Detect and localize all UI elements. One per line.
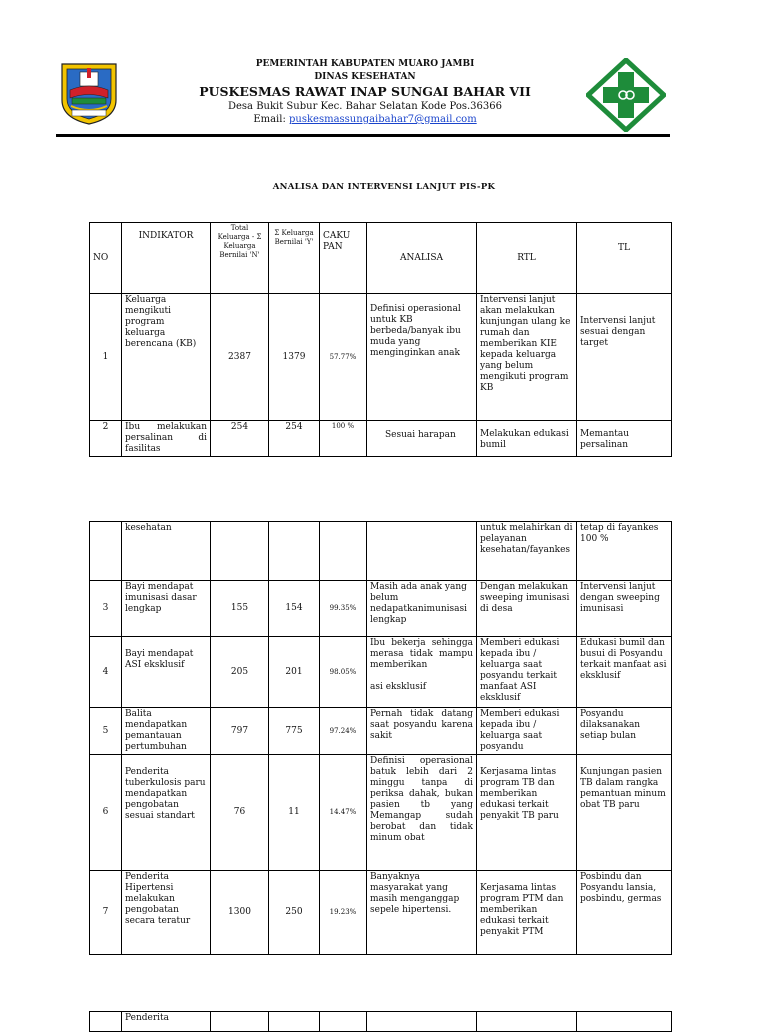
row-tl [577, 1012, 672, 1032]
row-n: 76 [211, 755, 269, 871]
row-cakupan: 19.23% [320, 871, 367, 955]
row-analisa [367, 1012, 477, 1032]
kabupaten-emblem-icon [58, 60, 120, 126]
row-y: 201 [269, 637, 320, 708]
row-n: 1300 [211, 871, 269, 955]
row-indikator: Penderita tuberkulosis paru mendapatkan pengobatan sesuai standart [122, 755, 211, 871]
row-indikator: Penderita Hipertensi melakukan pengobatan secara teratur [122, 871, 211, 955]
header-tl: TL [577, 223, 672, 294]
row-rtl: Memberi edukasi kepada ibu / keluarga saat posyandu terkait manfaat ASI eksklusif [477, 637, 577, 708]
row-n [211, 522, 269, 581]
row-no: 2 [90, 421, 122, 457]
dept-name: DINAS KESEHATAN [314, 72, 416, 82]
row-cakupan: 99.35% [320, 581, 367, 637]
row-analisa [367, 522, 477, 581]
header-analisa: ANALISA [367, 223, 477, 294]
row-rtl [477, 1012, 577, 1032]
row-y: 154 [269, 581, 320, 637]
row-tl: Kunjungan pasien TB dalam rangka pemantuan minum obat TB paru [577, 755, 672, 871]
row-no: 6 [90, 755, 122, 871]
table-row [90, 708, 672, 755]
puskesmas-logo-icon [586, 58, 666, 132]
row-rtl: Memberi edukasi kepada ibu / keluarga saat posyandu [477, 708, 577, 755]
header-indikator: INDIKATOR [122, 223, 211, 294]
row-tl: Posbindu dan Posyandu lansia, posbindu, germas [577, 871, 672, 955]
row-indikator: Bayi mendapat ASI eksklusif [122, 637, 211, 708]
header-cakupan: CAKU PAN [320, 223, 367, 294]
row-n: 2387 [211, 294, 269, 421]
table-row [90, 581, 672, 637]
row-cakupan [320, 1012, 367, 1032]
letterhead [0, 0, 768, 140]
table-row [90, 637, 672, 708]
row-rtl: Intervensi lanjut akan melakukan kunjungan ulang ke rumah dan memberikan KIE kepada keluarga yang belum mengikuti program KB [477, 294, 577, 421]
header-no: NO [90, 223, 122, 294]
row-no: 5 [90, 708, 122, 755]
email-line [170, 113, 560, 126]
row-no: 4 [90, 637, 122, 708]
row-y: 11 [269, 755, 320, 871]
row-analisa: Masih ada anak yang belum nedapatkanimunisasi lengkap [367, 581, 477, 637]
govt-name: PEMERINTAH KABUPATEN MUARO JAMBI [255, 59, 475, 69]
row-indikator: Balita mendapatkan pemantauan pertumbuhan [122, 708, 211, 755]
row-n: 254 [211, 421, 269, 457]
row-analisa: Definisi operasional untuk KB berbeda/banyak ibu muda yang menginginkan anak [367, 294, 477, 421]
row-cakupan: 100 % [320, 421, 367, 457]
row-tl: Intervensi lanjut dengan sweeping imunisasi [577, 581, 672, 637]
row-rtl: Dengan melakukan sweeping imunisasi di desa [477, 581, 577, 637]
table-row [90, 755, 672, 871]
address: Desa Bukit Subur Kec. Bahar Selatan Kode Pos.36366 [227, 101, 502, 112]
row-tl: Intervensi lanjut sesuai dengan target [577, 294, 672, 421]
row-no [90, 522, 122, 581]
table-row [90, 1012, 672, 1032]
row-no: 1 [90, 294, 122, 421]
header-total-n: Total Keluarga - Σ Keluarga Bernilai 'N' [211, 223, 269, 294]
row-indikator: Ibu melakukan persalinan di fasilitas [122, 421, 211, 457]
analysis-table-next-page [89, 1011, 672, 1032]
row-n: 797 [211, 708, 269, 755]
row-cakupan: 98.05% [320, 637, 367, 708]
table-row [90, 871, 672, 955]
row-y: 250 [269, 871, 320, 955]
analysis-table [89, 222, 672, 457]
table-row [90, 522, 672, 581]
letterhead-rule [56, 134, 670, 137]
row-no [90, 1012, 122, 1032]
row-tl: Posyandu dilaksanakan setiap bulan [577, 708, 672, 755]
row-cakupan: 57.77% [320, 294, 367, 421]
row-analisa-cont: asi eksklusif [370, 682, 427, 692]
row-indikator: Bayi mendapat imunisasi dasar lengkap [122, 581, 211, 637]
row-y: 775 [269, 708, 320, 755]
email-link[interactable]: puskesmassungaibahar7@gmail.com [289, 114, 477, 125]
row-cakupan: 97.24% [320, 708, 367, 755]
row-n [211, 1012, 269, 1032]
row-no: 7 [90, 871, 122, 955]
row-analisa: Definisi operasional batuk lebih dari 2 minggu tanpa di periksa dahak, bukan pasien tb yang Memangap sudah berobat dan tidak minum obat [367, 755, 477, 871]
document-title: ANALISA DAN INTERVENSI LANJUT PIS-PK [272, 182, 496, 192]
row-tl: Edukasi bumil dan busui di Posyandu terkait manfaat asi eksklusif [577, 637, 672, 708]
row-rtl: untuk melahirkan di pelayanan kesehatan/fayankes [477, 522, 577, 581]
row-rtl: Kerjasama lintas program PTM dan memberikan edukasi terkait penyakit PTM [477, 871, 577, 955]
header-rtl: RTL [477, 223, 577, 294]
row-tl: tetap di fayankes 100 % [577, 522, 672, 581]
row-rtl: Kerjasama lintas program TB dan memberikan edukasi terkait penyakit TB paru [477, 755, 577, 871]
row-analisa [367, 637, 477, 708]
row-indikator: Penderita [122, 1012, 211, 1032]
row-y [269, 1012, 320, 1032]
row-n: 155 [211, 581, 269, 637]
row-analisa: Banyaknya masyarakat yang masih menganggap sepele hipertensi. [367, 871, 477, 955]
facility-name: PUSKESMAS RAWAT INAP SUNGAI BAHAR VII [199, 84, 531, 99]
table-row [90, 294, 672, 421]
table-row [90, 421, 672, 457]
row-analisa: Sesuai harapan [367, 421, 477, 457]
table-header-row [90, 223, 672, 294]
row-y: 254 [269, 421, 320, 457]
row-rtl: Melakukan edukasi bumil [477, 421, 577, 457]
row-y: 1379 [269, 294, 320, 421]
row-tl: Memantau persalinan [577, 421, 672, 457]
row-analisa: Pernah tidak datang saat posyandu karena sakit [367, 708, 477, 755]
email-label: Email: [253, 114, 290, 125]
row-no: 3 [90, 581, 122, 637]
row-n: 205 [211, 637, 269, 708]
letterhead-text [170, 58, 560, 126]
row-cakupan: 14.47% [320, 755, 367, 871]
header-sum-y: Σ Keluarga Bernilai 'Y' [269, 223, 320, 294]
row-y [269, 522, 320, 581]
row-cakupan [320, 522, 367, 581]
row-analisa-main: Ibu bekerja sehingga merasa tidak mampu memberikan [370, 638, 473, 670]
row-indikator: Keluarga mengikuti program keluarga berencana (KB) [122, 294, 211, 421]
analysis-table-continued [89, 521, 672, 955]
row-indikator: kesehatan [122, 522, 211, 581]
